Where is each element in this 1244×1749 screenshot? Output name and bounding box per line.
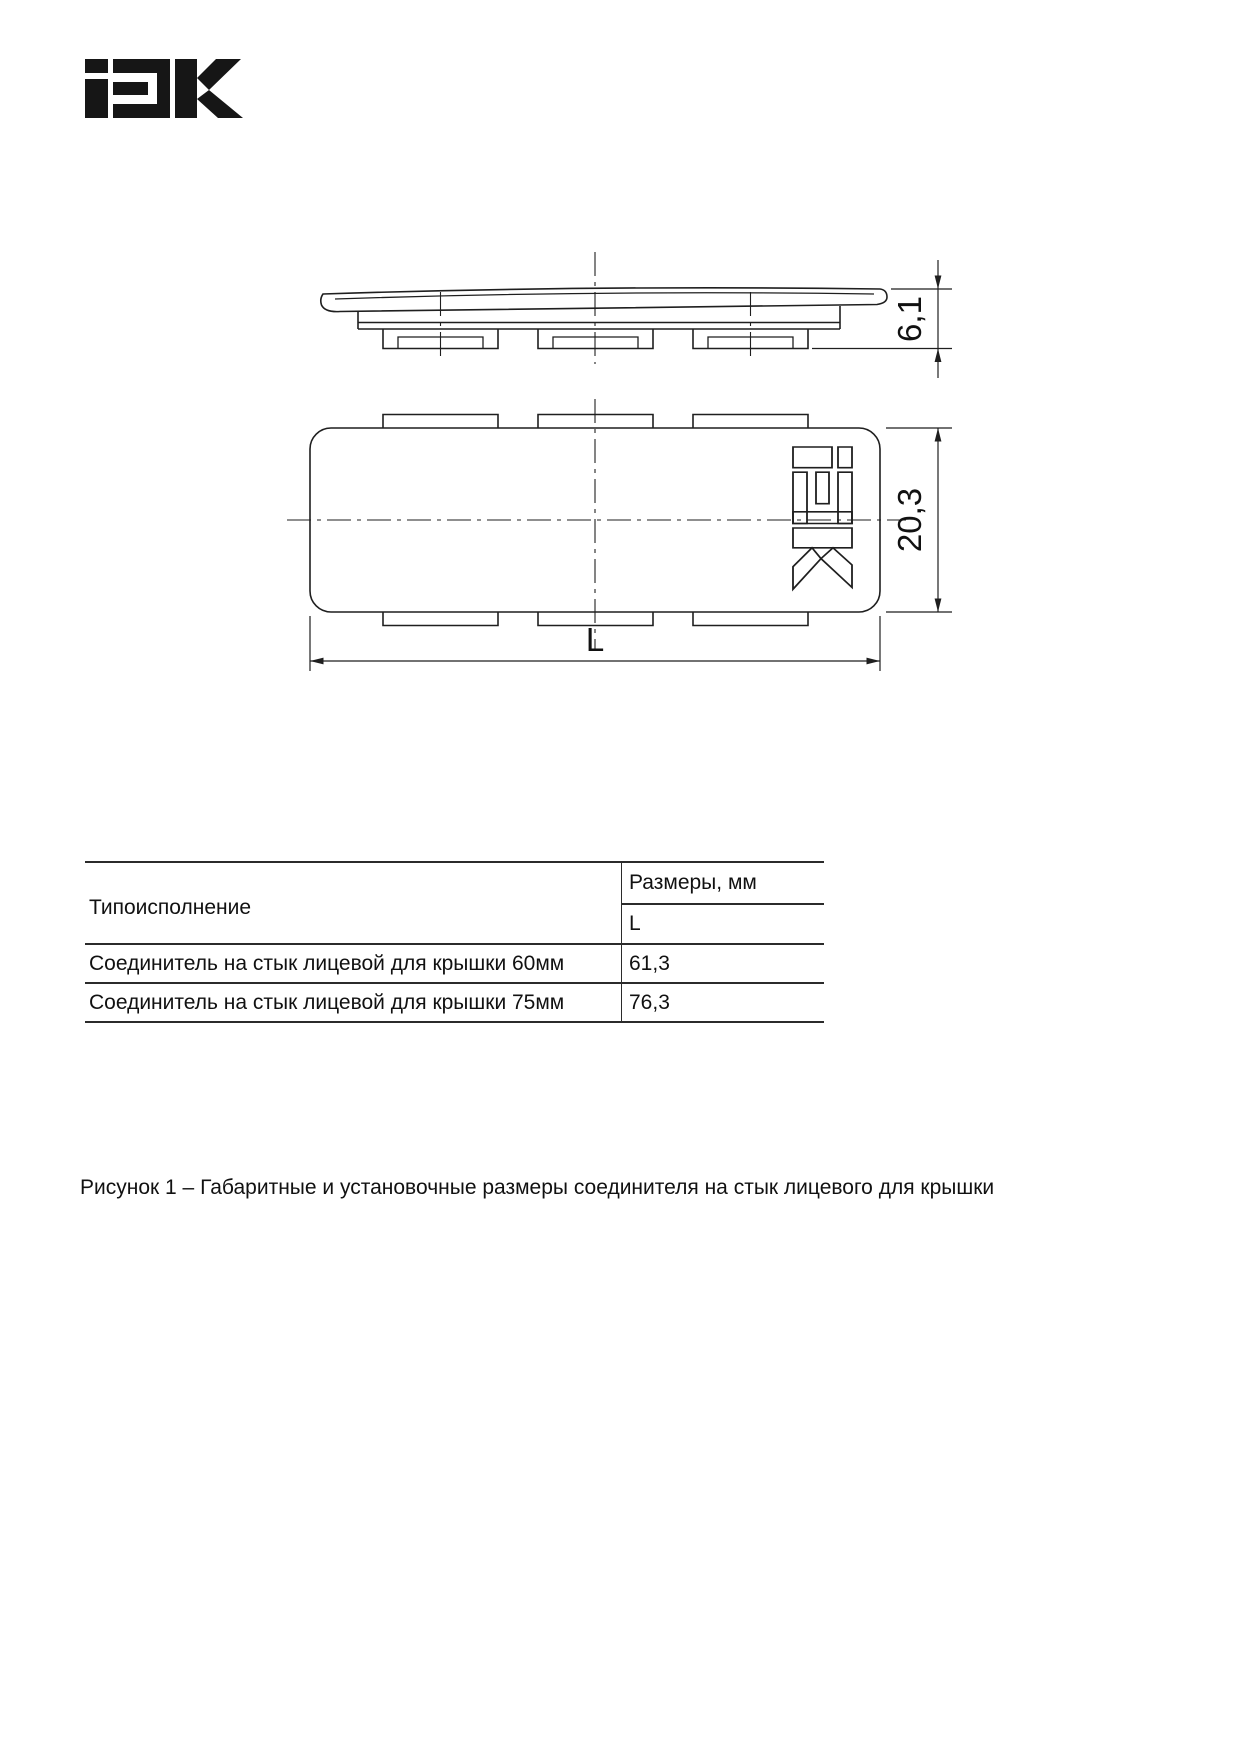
value-cell: 61,3 [622,944,825,983]
value-cell: 76,3 [622,983,825,1022]
dimension-thickness [812,260,952,378]
top-tab-3 [693,415,808,429]
bottom-tab-3 [693,612,808,626]
side-view [321,252,887,364]
arrow-up-icon [935,349,942,363]
arrow-left-icon [310,658,324,665]
type-cell: Соединитель на стык лицевой для крышки 60мм [85,944,622,983]
dimension-width [886,428,952,612]
arrow-down-icon [935,276,942,290]
table-row [85,983,824,1022]
arrow-right-icon [867,658,881,665]
type-cell: Соединитель на стык лицевой для крышки 75мм [85,983,622,1022]
dim-length-label: L [585,621,605,658]
figure-caption: Рисунок 1 – Габаритные и установочные размеры соединителя на стык лицевого для крышки [80,1176,995,1199]
bottom-tab-1 [383,612,498,626]
dim-width-label: 20,3 [891,487,928,553]
table-header-row [85,862,824,904]
embossed-iek-logo [793,447,852,589]
dimensions-table [85,861,824,1023]
arrow-up-icon [935,428,942,442]
side-cap-outline [321,288,887,312]
side-cap-top-edge [335,293,874,299]
table-row [85,944,824,983]
col-sizes-header: Размеры, мм [622,862,825,904]
col-type-header: Типоисполнение [85,862,622,944]
dimension-length [310,616,880,671]
top-view [287,399,906,650]
side-base-plate [358,306,840,329]
dim-thickness-label: 6,1 [891,296,928,342]
top-tab-1 [383,415,498,429]
col-l-subheader: L [622,904,825,944]
arrow-down-icon [935,599,942,613]
